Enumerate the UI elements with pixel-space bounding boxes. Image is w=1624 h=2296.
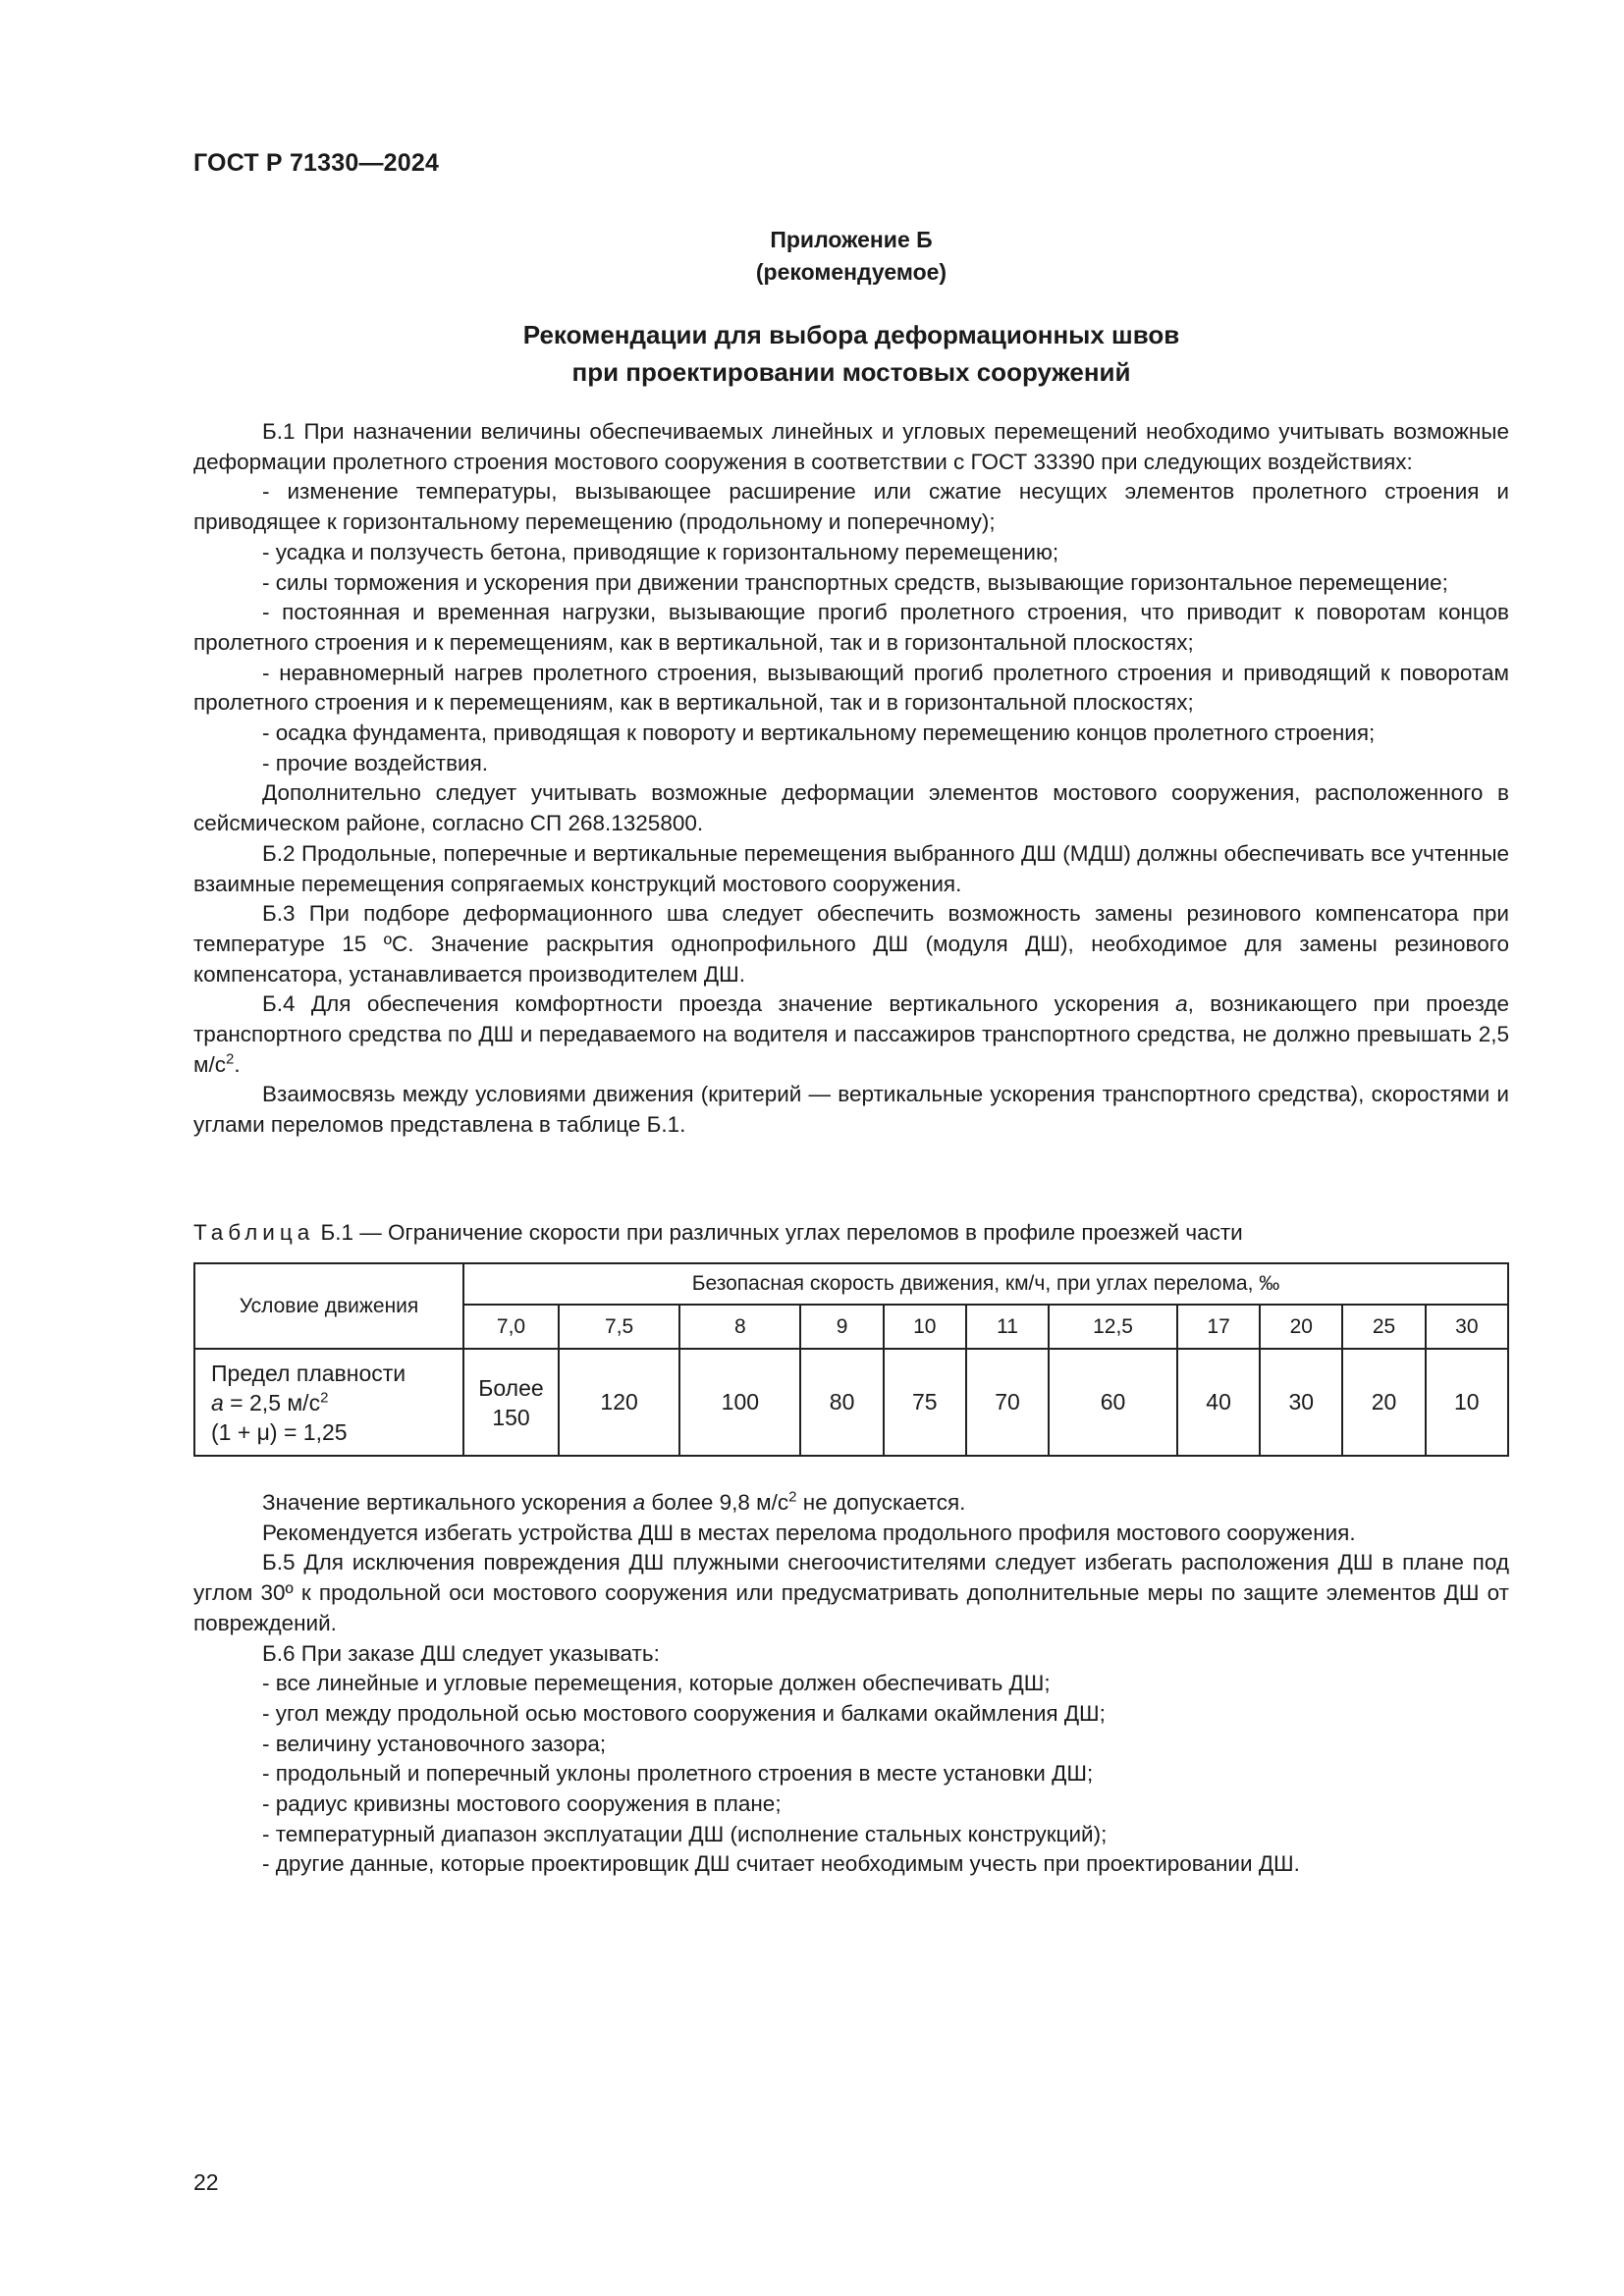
paragraph-b2: Б.2 Продольные, поперечные и вертикальные перемещения выбранного ДШ (МДШ) должны обеспечивать все учтенные взаимные перемещения сопрягаемых конструкций мостового сооружения.	[193, 840, 1509, 896]
speed-cell: 80	[800, 1349, 883, 1456]
condition-line1: Предел плавности	[211, 1360, 406, 1386]
order-list	[193, 1669, 1509, 1880]
list-item: - все линейные и угловые перемещения, которые должен обеспечивать ДШ;	[262, 1671, 1051, 1696]
appendix-status: (рекомендуемое)	[755, 259, 947, 285]
speed-limit-table	[193, 1262, 1509, 1457]
speed-cell: 60	[1049, 1349, 1177, 1456]
list-item: - изменение температуры, вызывающее расширение или сжатие несущих элементов пролетного строения и приводящее к горизонтальному перемещению (продольному и поперечному);	[193, 479, 1509, 535]
document-header: ГОСТ Р 71330—2024	[193, 149, 440, 177]
body-text-part2	[193, 1488, 1509, 1880]
speed-cell: 10	[1426, 1349, 1508, 1456]
paragraph-relation: Взаимосвязь между условиями движения (критерий — вертикальные ускорения транспортного средства), скоростями и углами переломов представлена в таблице Б.1.	[193, 1082, 1509, 1138]
appendix-title: Приложение Б	[770, 227, 933, 252]
list-item: - температурный диапазон эксплуатации ДШ (исполнение стальных конструкций);	[262, 1821, 1108, 1846]
speed-cell: 40	[1177, 1349, 1260, 1456]
speed-cell: 75	[884, 1349, 966, 1456]
section-title-line1: Рекомендации для выбора деформационных швов	[522, 320, 1180, 349]
angle-cell: 25	[1342, 1305, 1425, 1349]
section-title-line2: при проектировании мостовых сооружений	[571, 357, 1131, 387]
angle-cell: 8	[679, 1305, 800, 1349]
list-item: - величину установочного зазора;	[262, 1731, 607, 1756]
list-item: - усадка и ползучесть бетона, приводящие к горизонтальному перемещению;	[262, 539, 1059, 564]
speed-cell: 30	[1260, 1349, 1342, 1456]
list-item: - осадка фундамента, приводящая к повороту и вертикальному перемещению концов пролетного строения;	[262, 721, 1376, 746]
list-item: - другие данные, которые проектировщик ДШ считает необходимым учесть при проектировании ДШ.	[262, 1851, 1300, 1877]
table-row	[194, 1349, 1508, 1456]
angle-cell: 30	[1426, 1305, 1508, 1349]
paragraph-note	[193, 1488, 1509, 1519]
speed-cell: 70	[966, 1349, 1049, 1456]
condition-line2-text: = 2,5 м/с	[223, 1389, 321, 1415]
page-number: 22	[193, 2169, 219, 2195]
angle-cell: 7,0	[463, 1305, 559, 1349]
var-a: a	[1175, 991, 1188, 1017]
note-text-c: не допускается.	[796, 1490, 966, 1515]
column-header-speed: Безопасная скорость движения, км/ч, при углах перелома, ‰	[463, 1263, 1508, 1305]
angle-cell: 17	[1177, 1305, 1260, 1349]
paragraph-recommendation: Рекомендуется избегать устройства ДШ в местах перелома продольного профиля мостового сооружения.	[262, 1520, 1356, 1545]
var-a: a	[211, 1389, 224, 1415]
speed-cell: 120	[559, 1349, 679, 1456]
list-item: - угол между продольной осью мостового сооружения и балками окаймления ДШ;	[262, 1700, 1106, 1726]
table-caption-text: Б.1 — Ограничение скорости при различных углах переломов в профиле проезжей части	[314, 1220, 1243, 1245]
speed-cell: 100	[679, 1349, 800, 1456]
superscript: 2	[788, 1488, 797, 1506]
body-text-part1	[193, 417, 1509, 1141]
superscript: 2	[320, 1388, 329, 1406]
angle-cell: 7,5	[559, 1305, 679, 1349]
column-header-condition: Условие движения	[194, 1263, 463, 1349]
angle-cell: 20	[1260, 1305, 1342, 1349]
paragraph-b4-text-b: , возникающего при проезде транспортного средства по ДШ и передаваемого на водителя и пассажиров транспортного средства, не должно превышать 2,5 м/с	[193, 991, 1509, 1077]
table-caption	[193, 1218, 1509, 1248]
paragraph-b1: Б.1 При назначении величины обеспечиваемых линейных и угловых перемещений необходимо учитывать возможные деформации пролетного строения мостового сооружения в соответствии с ГОСТ 33390 при следующих воздействиях:	[193, 419, 1509, 474]
list-item: - неравномерный нагрев пролетного строения, вызывающий прогиб пролетного строения и приводящий к поворотам пролетного строения и к перемещениям, как в вертикальной, так и в горизонтальной плоскостях;	[193, 660, 1509, 716]
condition-line2	[211, 1388, 462, 1417]
appendix-heading	[193, 224, 1509, 289]
list-item: - продольный и поперечный уклоны пролетного строения в месте установки ДШ;	[262, 1761, 1094, 1787]
condition-line3: (1 + μ) = 1,25	[211, 1418, 348, 1445]
paragraph-b3: Б.3 При подборе деформационного шва следует обеспечить возможность замены резинового компенсатора при температуре 15 ºС. Значение раскрытия однопрофильного ДШ (модуля ДШ), необходимое для замены резинового компенсатора, устанавливается производителем ДШ.	[193, 901, 1509, 987]
superscript: 2	[225, 1050, 235, 1068]
list-item: - силы торможения и ускорения при движении транспортных средств, вызывающие горизонтальное перемещение;	[262, 569, 1448, 595]
paragraph-b4-text-a: Б.4 Для обеспечения комфортности проезда значение вертикального ускорения	[262, 991, 1176, 1017]
angle-cell: 9	[800, 1305, 883, 1349]
angle-cell: 11	[966, 1305, 1049, 1349]
paragraph-b4	[193, 989, 1509, 1080]
speed-cell: 20	[1342, 1349, 1425, 1456]
speed-cell: Более 150	[463, 1349, 559, 1456]
table-caption-label: Таблица	[193, 1220, 315, 1245]
note-text-a: Значение вертикального ускорения	[262, 1490, 633, 1515]
paragraph-additional: Дополнительно следует учитывать возможные деформации элементов мостового сооружения, расположенного в сейсмическом районе, согласно СП 268.1325800.	[193, 780, 1509, 836]
list-item: - постоянная и временная нагрузки, вызывающие прогиб пролетного строения, что приводит к поворотам концов пролетного строения и к перемещениям, как в вертикальной, так и в горизонтальной плоскостях;	[193, 600, 1509, 655]
angle-cell: 10	[884, 1305, 966, 1349]
paragraph-b5: Б.5 Для исключения повреждения ДШ плужными снегоочистителями следует избегать расположения ДШ в плане под углом 30º к продольной оси мостового сооружения или предусматривать дополнительные меры по защите элементов ДШ от повреждений.	[193, 1550, 1509, 1635]
paragraph-b6: Б.6 При заказе ДШ следует указывать:	[262, 1640, 660, 1666]
paragraph-b4-text-c: .	[234, 1051, 241, 1077]
list-item: - прочие воздействия.	[262, 750, 489, 775]
note-text-b: более 9,8 м/с	[645, 1490, 789, 1515]
condition-cell	[194, 1349, 463, 1456]
var-a: a	[632, 1490, 646, 1515]
section-title	[193, 316, 1509, 391]
angle-cell: 12,5	[1049, 1305, 1177, 1349]
list-item: - радиус кривизны мостового сооружения в плане;	[262, 1791, 782, 1817]
table-header-row	[194, 1263, 1508, 1305]
